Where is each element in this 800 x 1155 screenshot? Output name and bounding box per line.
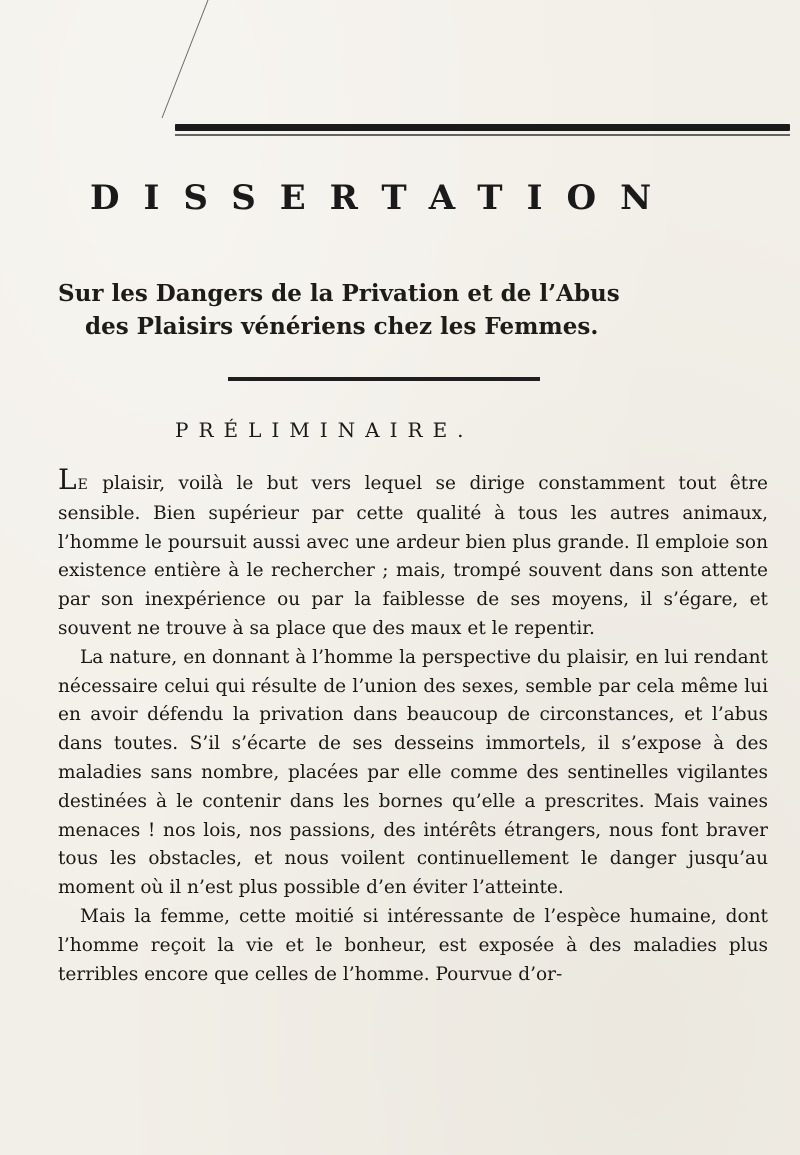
paragraph-2: La nature, en donnant à l’homme la perspective du plaisir, en lui rendant nécessaire celui qui résulte de l’union des sexes, semble par cela même lui en avoir défendu la privation dans beaucoup de circonstances, et l’abus dans toutes. S’il s’écarte de ses desseins immortels, il s’expose à des maladies sans nombre, placées par elle comme des sentinelles vigilantes destinées à le contenir dans les bornes qu’elle a prescrites. Mais vaines menaces ! nos lois, nos passions, des intérêts étrangers, nous font braver tous les obstacles, et nous voilent continuellement le danger jusqu’au moment où il n’est plus possible d’en éviter l’atteinte. — [58, 646, 768, 899]
section-divider — [228, 377, 540, 381]
paragraph-1-text: plaisir, voilà le but vers lequel se dirige constamment tout être sensible. Bien supérieur par cette qualité à tous les autres animaux, l’homme le poursuit aussi avec une ardeur bien plus grande. Il emploie son existence entière à le rechercher ; mais, trompé souvent dans son attente par son inexpérience ou par la faiblesse de ses moyens, il s’égare, et souvent ne trouve à sa place que des maux et le repentir. — [58, 473, 768, 639]
paragraph-3: Mais la femme, cette moitié si intéressante de l’espèce humaine, dont l’homme reçoit la vie et le bonheur, est exposée à des maladies plus terribles encore que celles de l’homme. Pourvue d’or- — [58, 905, 768, 985]
section-title: PRÉLIMINAIRE. — [175, 418, 474, 442]
paragraph-1 — [58, 463, 768, 644]
top-thick-rule — [175, 124, 790, 131]
body-text — [58, 463, 768, 989]
small-caps: E — [77, 477, 89, 493]
subtitle-line-2: des Plaisirs vénériens chez les Femmes. — [85, 313, 599, 340]
top-thin-rule — [175, 134, 790, 136]
pencil-mark-line — [150, 0, 210, 120]
page-title: DISSERTATION — [90, 178, 676, 218]
subtitle-line-1: Sur les Dangers de la Privation et de l’Abus — [58, 280, 620, 307]
drop-capital: L — [58, 463, 78, 496]
